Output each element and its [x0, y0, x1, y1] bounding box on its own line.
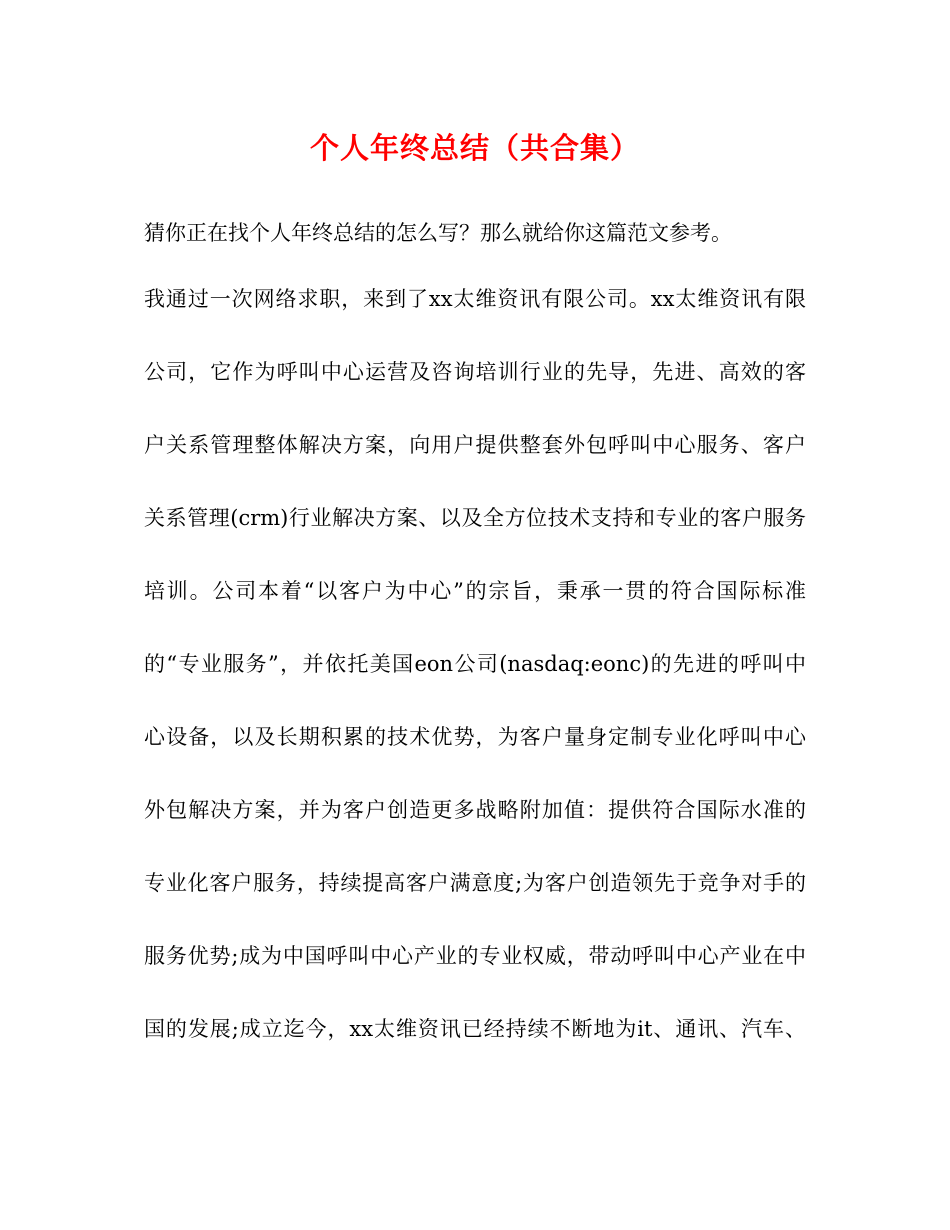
- body-line: 公司，它作为呼叫中心运营及咨询培训行业的先导，先进、高效的客: [144, 360, 806, 384]
- body-line: 培训。公司本着“以客户为中心”的宗旨，秉承一贯的符合国际标准: [144, 579, 806, 603]
- body-line: 户关系管理整体解决方案，向用户提供整套外包呼叫中心服务、客户: [144, 433, 806, 457]
- intro-paragraph: 猜你正在找个人年终总结的怎么写？那么就给你这篇范文参考。: [144, 221, 732, 245]
- body-line: 服务优势;成为中国呼叫中心产业的专业权威，带动呼叫中心产业在中: [144, 944, 806, 968]
- body-line: 外包解决方案，并为客户创造更多战略附加值：提供符合国际水准的: [144, 798, 806, 822]
- body-line: 关系管理(crm)行业解决方案、以及全方位技术支持和专业的客户服务: [144, 506, 806, 530]
- document-title: 个人年终总结（共合集）: [309, 131, 640, 165]
- body-line: 的“专业服务”，并依托美国eon公司(nasdaq:eonc)的先进的呼叫中: [144, 652, 806, 676]
- body-line: 心设备，以及长期积累的技术优势，为客户量身定制专业化呼叫中心: [144, 725, 806, 749]
- body-line: 国的发展;成立迄今，xx太维资讯已经持续不断地为it、通讯、汽车、: [144, 1017, 806, 1041]
- body-line: 我通过一次网络求职，来到了xx太维资讯有限公司。xx太维资讯有限: [144, 287, 806, 311]
- body-line: 专业化客户服务，持续提高客户满意度;为客户创造领先于竞争对手的: [144, 871, 806, 895]
- body-paragraph: [144, 283, 814, 1086]
